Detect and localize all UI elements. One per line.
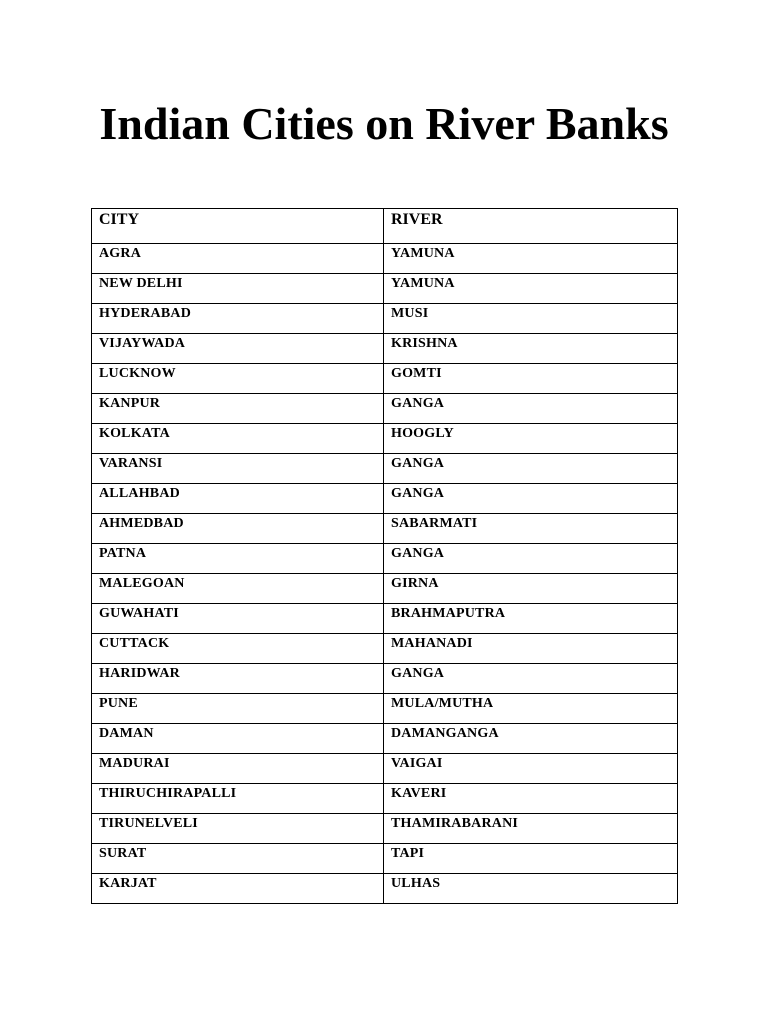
river-cell: BRAHMAPUTRA: [384, 604, 678, 634]
river-cell: KAVERI: [384, 784, 678, 814]
table-row: [92, 244, 678, 274]
table-row: [92, 724, 678, 754]
table-row: [92, 874, 678, 904]
table-row: [92, 304, 678, 334]
river-cell: GANGA: [384, 394, 678, 424]
city-cell: KANPUR: [92, 394, 384, 424]
city-cell: ALLAHBAD: [92, 484, 384, 514]
table-row: [92, 604, 678, 634]
table-row: [92, 664, 678, 694]
river-cell: SABARMATI: [384, 514, 678, 544]
city-cell: MALEGOAN: [92, 574, 384, 604]
table-row: [92, 394, 678, 424]
river-cell: ULHAS: [384, 874, 678, 904]
river-cell: GOMTI: [384, 364, 678, 394]
page-title: Indian Cities on River Banks: [99, 98, 669, 149]
river-cell: KRISHNA: [384, 334, 678, 364]
river-cell: GANGA: [384, 484, 678, 514]
river-cell: VAIGAI: [384, 754, 678, 784]
river-cell: GANGA: [384, 664, 678, 694]
city-cell: KARJAT: [92, 874, 384, 904]
river-cell: THAMIRABARANI: [384, 814, 678, 844]
river-cell: HOOGLY: [384, 424, 678, 454]
table-body: [92, 244, 678, 904]
city-cell: AGRA: [92, 244, 384, 274]
table-row: [92, 574, 678, 604]
table-row: [92, 454, 678, 484]
table-row: [92, 334, 678, 364]
city-cell: MADURAI: [92, 754, 384, 784]
city-cell: NEW DELHI: [92, 274, 384, 304]
city-cell: CUTTACK: [92, 634, 384, 664]
river-cell: MULA/MUTHA: [384, 694, 678, 724]
column-header-city: CITY: [92, 209, 384, 244]
river-cell: MUSI: [384, 304, 678, 334]
city-cell: PATNA: [92, 544, 384, 574]
table-row: [92, 784, 678, 814]
city-cell: KOLKATA: [92, 424, 384, 454]
city-cell: VIJAYWADA: [92, 334, 384, 364]
city-cell: AHMEDBAD: [92, 514, 384, 544]
river-cell: MAHANADI: [384, 634, 678, 664]
river-cell: GIRNA: [384, 574, 678, 604]
city-cell: LUCKNOW: [92, 364, 384, 394]
table-row: [92, 424, 678, 454]
table-row: [92, 754, 678, 784]
table-row: [92, 274, 678, 304]
city-cell: HARIDWAR: [92, 664, 384, 694]
table-row: [92, 694, 678, 724]
table-header-row: [92, 209, 678, 244]
city-cell: GUWAHATI: [92, 604, 384, 634]
city-cell: PUNE: [92, 694, 384, 724]
river-cell: GANGA: [384, 544, 678, 574]
table-row: [92, 364, 678, 394]
city-cell: SURAT: [92, 844, 384, 874]
city-river-table: [91, 208, 678, 904]
river-cell: TAPI: [384, 844, 678, 874]
river-cell: GANGA: [384, 454, 678, 484]
city-cell: DAMAN: [92, 724, 384, 754]
city-cell: TIRUNELVELI: [92, 814, 384, 844]
table-row: [92, 814, 678, 844]
table-row: [92, 484, 678, 514]
table-row: [92, 844, 678, 874]
city-cell: VARANSI: [92, 454, 384, 484]
table-row: [92, 544, 678, 574]
river-cell: DAMANGANGA: [384, 724, 678, 754]
river-cell: YAMUNA: [384, 244, 678, 274]
city-cell: THIRUCHIRAPALLI: [92, 784, 384, 814]
table-row: [92, 634, 678, 664]
table-row: [92, 514, 678, 544]
city-cell: HYDERABAD: [92, 304, 384, 334]
column-header-river: RIVER: [384, 209, 678, 244]
river-cell: YAMUNA: [384, 274, 678, 304]
